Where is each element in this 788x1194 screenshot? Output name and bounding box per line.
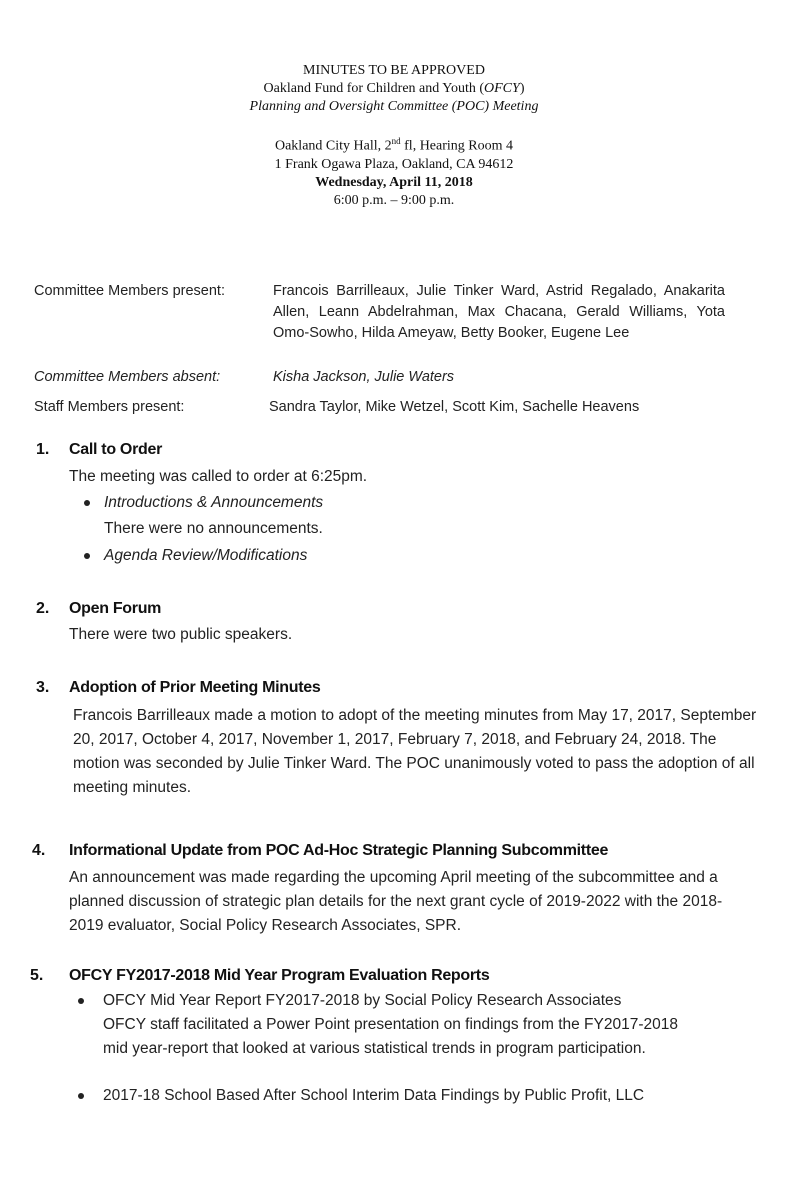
section-3-text: Francois Barrilleaux made a motion to adopt of the meeting minutes from May 17, 2017, September 20, 2017, October 4, 2017, November 1, 2017, February 7, 2018, and February 24, 2018. The motion was seconded by Julie Tinker Ward. The POC unanimously voted to pass the adoption of all meeting minutes. (73, 707, 757, 796)
bullet-dot-icon (78, 998, 84, 1004)
section-5-bullet-2 (78, 1084, 758, 1108)
members-present-names: Francois Barrilleaux, Julie Tinker Ward, Astrid Regalado, Anakarita Allen, Leann Abdelrahman, Max Chacana, Gerald Williams, Yota Omo-Sowho, Hilda Ameyaw, Betty Booker, Eugene Lee (273, 283, 725, 341)
section-3-heading (36, 677, 736, 699)
section-5-title: OFCY FY2017-2018 Mid Year Program Evaluation Reports (69, 967, 490, 984)
minutes-status: MINUTES TO BE APPROVED (303, 63, 485, 78)
section-1-number: 1. (36, 441, 50, 458)
section-1-bullet-2 (84, 544, 684, 568)
document-header (0, 62, 788, 210)
section-5-bullet-1-line-1: OFCY staff facilitated a Power Point presentation on findings from the FY2017-2018 (103, 1016, 678, 1033)
bullet-dot-icon (84, 553, 90, 559)
meeting-date: Wednesday, April 11, 2018 (315, 174, 473, 190)
section-4-text: An announcement was made regarding the upcoming April meeting of the subcommittee and a planned discussion of strategic plan details for the next grant cycle of 2019-2022 with the 2018-2019 evaluator, Social Policy Research Associates, SPR. (69, 869, 723, 934)
section-1-text: The meeting was called to order at 6:25pm. (69, 468, 368, 485)
section-2-heading (36, 598, 736, 620)
section-5-bullet-1-line-2: mid year-report that looked at various statistical trends in program participation. (103, 1040, 646, 1057)
section-1-bullet-1-text: Introductions & Announcements (104, 494, 324, 511)
members-absent-label: Committee Members absent: (34, 369, 221, 385)
section-4-heading (32, 840, 752, 862)
staff-present-names: Sandra Taylor, Mike Wetzel, Scott Kim, Sachelle Heavens (269, 399, 640, 415)
members-absent-names: Kisha Jackson, Julie Waters (273, 369, 455, 385)
section-5-heading (30, 965, 750, 987)
section-5-bullet-1 (78, 989, 758, 1013)
meeting-time: 6:00 p.m. – 9:00 p.m. (333, 192, 455, 208)
section-2-title: Open Forum (69, 600, 162, 617)
section-4-title: Informational Update from POC Ad-Hoc Strategic Planning Subcommittee (69, 842, 609, 859)
members-present-label: Committee Members present: (34, 283, 225, 299)
section-1-bullet-1-note: There were no announcements. (104, 520, 323, 537)
section-1-title: Call to Order (69, 441, 163, 458)
organization-name: Oakland Fund for Children and Youth (OFCY) (263, 81, 525, 96)
section-3-number: 3. (36, 679, 50, 696)
section-5-bullet-1-text: OFCY Mid Year Report FY2017-2018 by Social Policy Research Associates (103, 992, 622, 1009)
section-1-bullet-2-text: Agenda Review/Modifications (104, 547, 308, 564)
section-3-title: Adoption of Prior Meeting Minutes (69, 679, 321, 696)
section-5-number: 5. (30, 967, 44, 984)
section-2-text: There were two public speakers. (69, 626, 293, 643)
section-1-bullet-1 (84, 491, 684, 515)
section-2-number: 2. (36, 600, 50, 617)
meeting-address: 1 Frank Ogawa Plaza, Oakland, CA 94612 (274, 156, 514, 172)
staff-present-row (34, 397, 734, 418)
bullet-dot-icon (78, 1093, 84, 1099)
members-absent-row (34, 367, 734, 388)
section-5-bullet-2-text: 2017-18 School Based After School Interim Data Findings by Public Profit, LLC (103, 1087, 645, 1104)
staff-present-label: Staff Members present: (34, 399, 185, 415)
meeting-location: Oakland City Hall, 2nd fl, Hearing Room 4 (274, 136, 514, 154)
members-present-row (34, 281, 734, 367)
meeting-name: Planning and Oversight Committee (POC) Meeting (249, 99, 539, 114)
section-1-heading (36, 439, 736, 461)
bullet-dot-icon (84, 500, 90, 506)
section-4-number: 4. (32, 842, 46, 859)
